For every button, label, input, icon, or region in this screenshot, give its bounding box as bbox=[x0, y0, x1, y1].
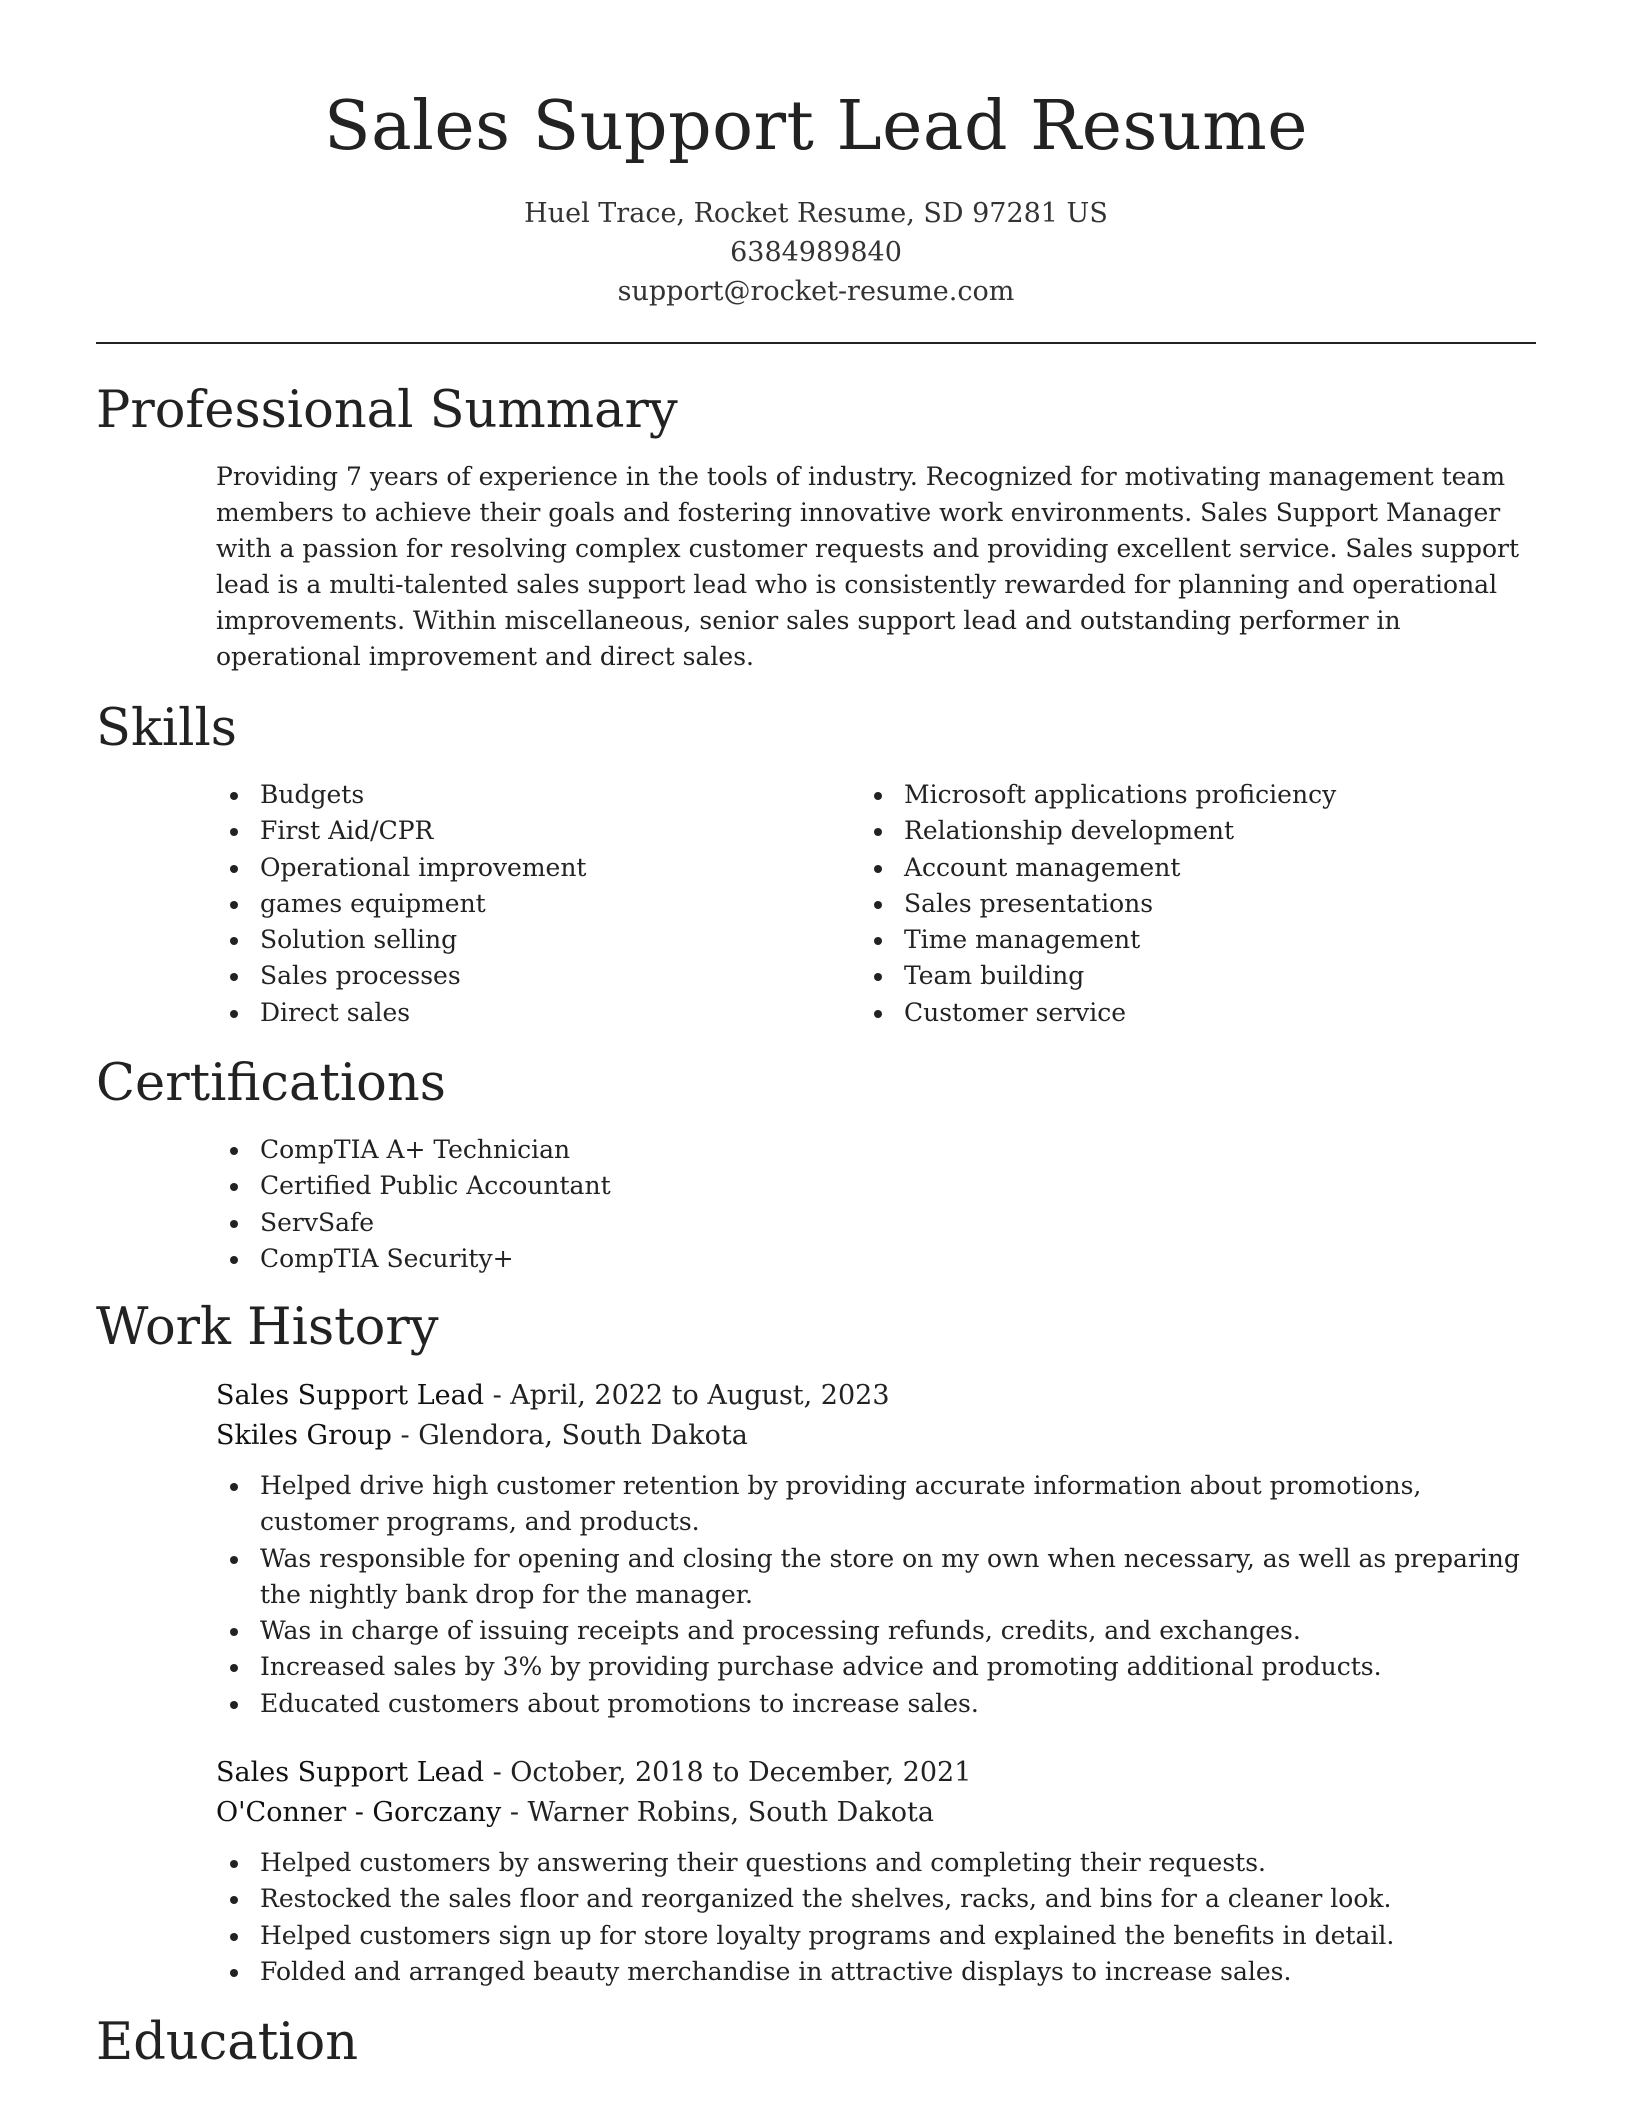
job-title-line bbox=[216, 1753, 1536, 1793]
section-heading-skills: Skills bbox=[96, 699, 237, 758]
skill-item: Team building bbox=[860, 958, 1500, 994]
job-company: O'Conner - Gorczany bbox=[216, 1797, 502, 1828]
job-location: - Glendora, South Dakota bbox=[391, 1420, 748, 1451]
job-entry bbox=[216, 1753, 1536, 1990]
skill-item: games equipment bbox=[216, 886, 856, 922]
skill-item: Operational improvement bbox=[216, 850, 856, 886]
skill-item: Time management bbox=[860, 922, 1500, 958]
job-bullet: Was responsible for opening and closing the store on my own when necessary, as well as preparing the nightly bank drop for the manager. bbox=[216, 1541, 1536, 1614]
certifications-list bbox=[216, 1132, 856, 1277]
certification-item: CompTIA A+ Technician bbox=[216, 1132, 856, 1168]
skill-item: Sales processes bbox=[216, 958, 856, 994]
skills-list-right bbox=[860, 777, 1500, 1031]
job-dates: - October, 2018 to December, 2021 bbox=[483, 1757, 972, 1788]
job-title: Sales Support Lead bbox=[216, 1757, 484, 1788]
job-title-line bbox=[216, 1376, 1536, 1416]
contact-info bbox=[96, 194, 1536, 311]
skill-item: Direct sales bbox=[216, 995, 856, 1031]
summary-text: Providing 7 years of experience in the tools of industry. Recognized for motivating management team members to achieve their goals and fostering innovative work environments. Sales Support Manager with a passion for resolving complex customer requests and providing excellent service. Sales support lead is a multi-talented sales support lead who is consistently rewarded for planning and operational improvements. Within miscellaneous, senior sales support lead and outstanding performer in operational improvement and direct sales. bbox=[216, 462, 1519, 671]
skill-item: First Aid/CPR bbox=[216, 813, 856, 849]
skill-item: Relationship development bbox=[860, 813, 1500, 849]
certification-item: Certified Public Accountant bbox=[216, 1168, 856, 1204]
header-divider bbox=[96, 342, 1536, 344]
section-heading-summary: Professional Summary bbox=[96, 381, 678, 440]
job-location: - Warner Robins, South Dakota bbox=[501, 1797, 934, 1828]
job-bullet: Increased sales by 3% by providing purchase advice and promoting additional products. bbox=[216, 1649, 1536, 1685]
skill-item: Solution selling bbox=[216, 922, 856, 958]
job-bullet: Helped customers by answering their questions and completing their requests. bbox=[216, 1845, 1536, 1881]
contact-email: support@rocket-resume.com bbox=[617, 276, 1015, 307]
contact-address: Huel Trace, Rocket Resume, SD 97281 US bbox=[524, 198, 1108, 229]
job-bullet: Educated customers about promotions to increase sales. bbox=[216, 1686, 1536, 1722]
job-bullets bbox=[216, 1845, 1536, 1990]
contact-phone: 6384989840 bbox=[730, 237, 902, 268]
job-company: Skiles Group bbox=[216, 1420, 392, 1451]
resume-header bbox=[96, 86, 1536, 311]
page-title: Sales Support Lead Resume bbox=[324, 87, 1308, 166]
skill-item: Microsoft applications proficiency bbox=[860, 777, 1500, 813]
certification-item: ServSafe bbox=[216, 1205, 856, 1241]
job-bullet: Restocked the sales floor and reorganized the shelves, racks, and bins for a cleaner look. bbox=[216, 1881, 1536, 1917]
job-entry bbox=[216, 1376, 1536, 1722]
skill-item: Customer service bbox=[860, 995, 1500, 1031]
certification-item: CompTIA Security+ bbox=[216, 1241, 856, 1277]
job-bullet: Helped customers sign up for store loyalty programs and explained the benefits in detail. bbox=[216, 1918, 1536, 1954]
job-company-line bbox=[216, 1793, 1536, 1833]
skills-list-left bbox=[216, 777, 856, 1031]
job-dates: - April, 2022 to August, 2023 bbox=[483, 1380, 890, 1411]
job-bullet: Helped drive high customer retention by providing accurate information about promotions, customer programs, and products. bbox=[216, 1468, 1536, 1541]
job-bullets bbox=[216, 1468, 1536, 1722]
job-title: Sales Support Lead bbox=[216, 1380, 484, 1411]
skill-item: Budgets bbox=[216, 777, 856, 813]
skill-item: Account management bbox=[860, 850, 1500, 886]
section-heading-certifications: Certifications bbox=[96, 1054, 446, 1113]
section-heading-work-history: Work History bbox=[96, 1298, 439, 1357]
job-bullet: Folded and arranged beauty merchandise in attractive displays to increase sales. bbox=[216, 1954, 1536, 1990]
section-heading-education: Education bbox=[96, 2013, 359, 2072]
skill-item: Sales presentations bbox=[860, 886, 1500, 922]
job-bullet: Was in charge of issuing receipts and processing refunds, credits, and exchanges. bbox=[216, 1613, 1536, 1649]
job-company-line bbox=[216, 1416, 1536, 1456]
